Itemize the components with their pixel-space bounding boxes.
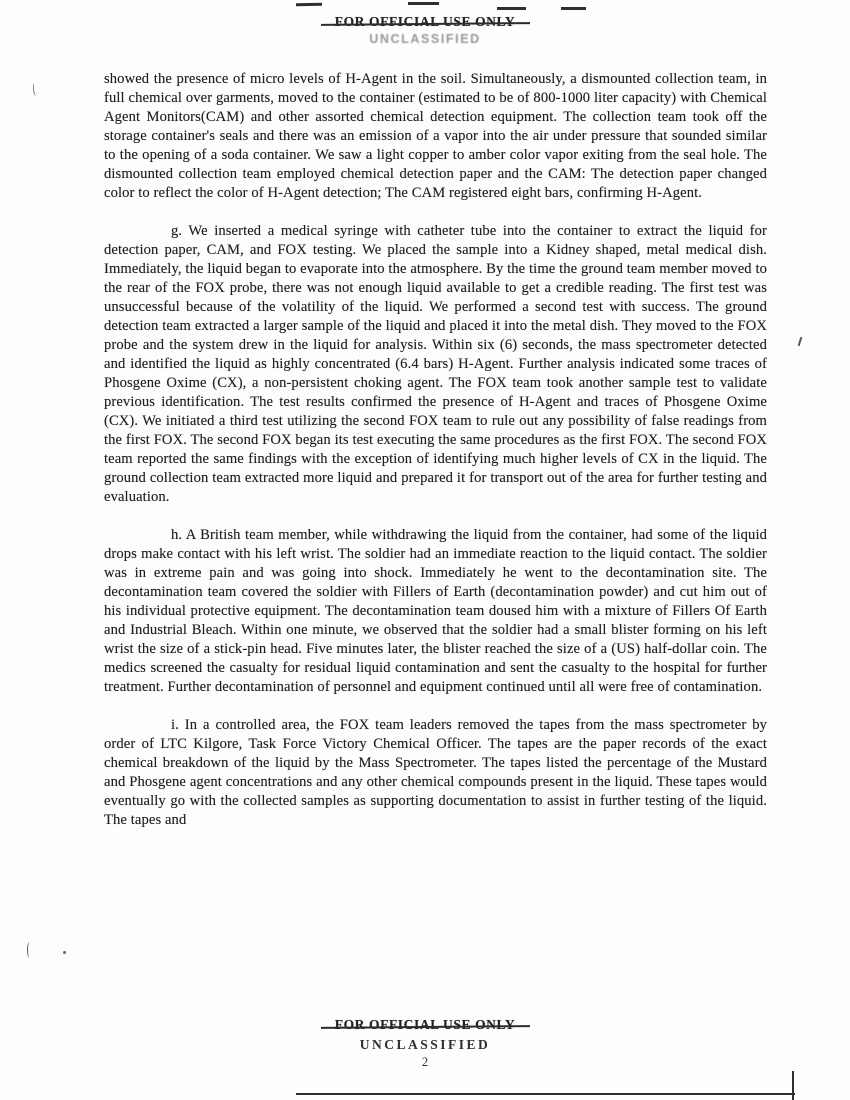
paragraph-h: h. A British team member, while withdrawing the liquid from the container, had some of the liquid drops make contact with his left wrist. The soldier had an immediate reaction to the liquid contact. The soldier was in extreme pain and was going into shock. Immediately he went to the decontamination site. The decontamination team covered the soldier with Fillers of Earth (decontamination powder) and cut him out of his individual protective equipment. The decontamination team doused him with a mixture of Fillers Of Earth and Industrial Bleach. Within one minute, we observed that the soldier had a small blister forming on his left wrist the size of a stick-pin head. Five minutes later, the blister reached the size of a (US) half-dollar coin. The medics screened the casualty for residual liquid contamination and sent the casualty to the hospital for further treatment. Further decontamination of personnel and equipment continued until all were free of contamination.: [104, 527, 767, 695]
scan-artifact-margin-mark: [27, 942, 32, 958]
paragraph-continuation: showed the presence of micro levels of H-Agent in the soil. Simultaneously, a dismounted collection team, in full chemical over garments, moved to the container (estimated to be of 800-1000 liter capacity) with Chemical Agent Monitors(CAM) and other assorted chemical detection equipment. The collection team took off the storage container's seals and there was an emission of a vapor into the air under pressure that sounded similar to the opening of a soda container. We saw a light copper to amber color vapor exiting from the seal hole. The dismounted collection team employed chemical detection paper and the CAM: The detection paper changed color to reflect the color of H-Agent detection; The CAM registered eight bars, confirming H-Agent.: [104, 71, 767, 201]
scan-artifact-dash: [296, 3, 322, 6]
page-footer: [0, 1016, 850, 1070]
scan-artifact-edge-line: [296, 1093, 795, 1095]
unclassified-stamp-bottom: UNCLASSIFIED: [359, 1037, 491, 1052]
scan-artifact-dash: [561, 7, 586, 10]
scan-artifact-dash: [408, 2, 439, 5]
paragraph-i: i. In a controlled area, the FOX team leaders removed the tapes from the mass spectrometer by order of LTC Kilgore, Task Force Victory Chemical Officer. The tapes are the paper records of the exact chemical breakdown of the liquid by the Mass Spectrometer. The tapes listed the percentage of the Mustard and Phosgene agent concentrations and any other chemical compounds present in the liquid. These tapes would eventually go with the collected samples as supporting documentation to assist in further testing of the liquid. The tapes and: [104, 717, 767, 828]
page-number: 2: [421, 1055, 429, 1069]
scan-artifact-edge-line: [792, 1071, 794, 1100]
classification-banner-top: FOR OFFICIAL USE ONLY: [334, 14, 516, 29]
classification-banner-bottom: FOR OFFICIAL USE ONLY: [334, 1017, 516, 1032]
unclassified-stamp-top: UNCLASSIFIED: [369, 32, 481, 46]
scan-artifact-dot: [63, 951, 66, 954]
page-header: [0, 13, 850, 46]
document-body: [104, 70, 767, 830]
scan-artifact-margin-mark: [32, 83, 38, 96]
paragraph-g: g. We inserted a medical syringe with catheter tube into the container to extract the liquid for detection paper, CAM, and FOX testing. We placed the sample into a Kidney shaped, metal medical dish. Immediately, the liquid began to evaporate into the atmosphere. By the time the ground team member moved to the rear of the FOX probe, there was not enough liquid available to get a credible reading. The first test was unsuccessful because of the volatility of the liquid. We performed a second test with success. The ground detection team extracted a larger sample of the liquid and placed it into the metal dish. They moved to the FOX probe and the system drew in the liquid for analysis. Within six (6) seconds, the mass spectrometer detected and identified the liquid as highly concentrated (6.4 bars) H-Agent. Further analysis indicated some traces of Phosgene Oxime (CX), a non-persistent choking agent. The FOX team took another sample test to validate previous identification. The test results confirmed the presence of H-Agent and traces of Phosgene Oxime (CX). We initiated a third test utilizing the second FOX team to rule out any possibility of false readings from the first FOX. The second FOX began its test executing the same procedures as the first FOX. The second FOX team reported the same findings with the exception of identifying much higher levels of CX in the liquid. The ground collection team extracted more liquid and prepared it for transport out of the area for further testing and evaluation.: [104, 223, 767, 505]
scan-artifact-tick: [798, 337, 803, 346]
scan-artifact-dash: [497, 7, 526, 10]
